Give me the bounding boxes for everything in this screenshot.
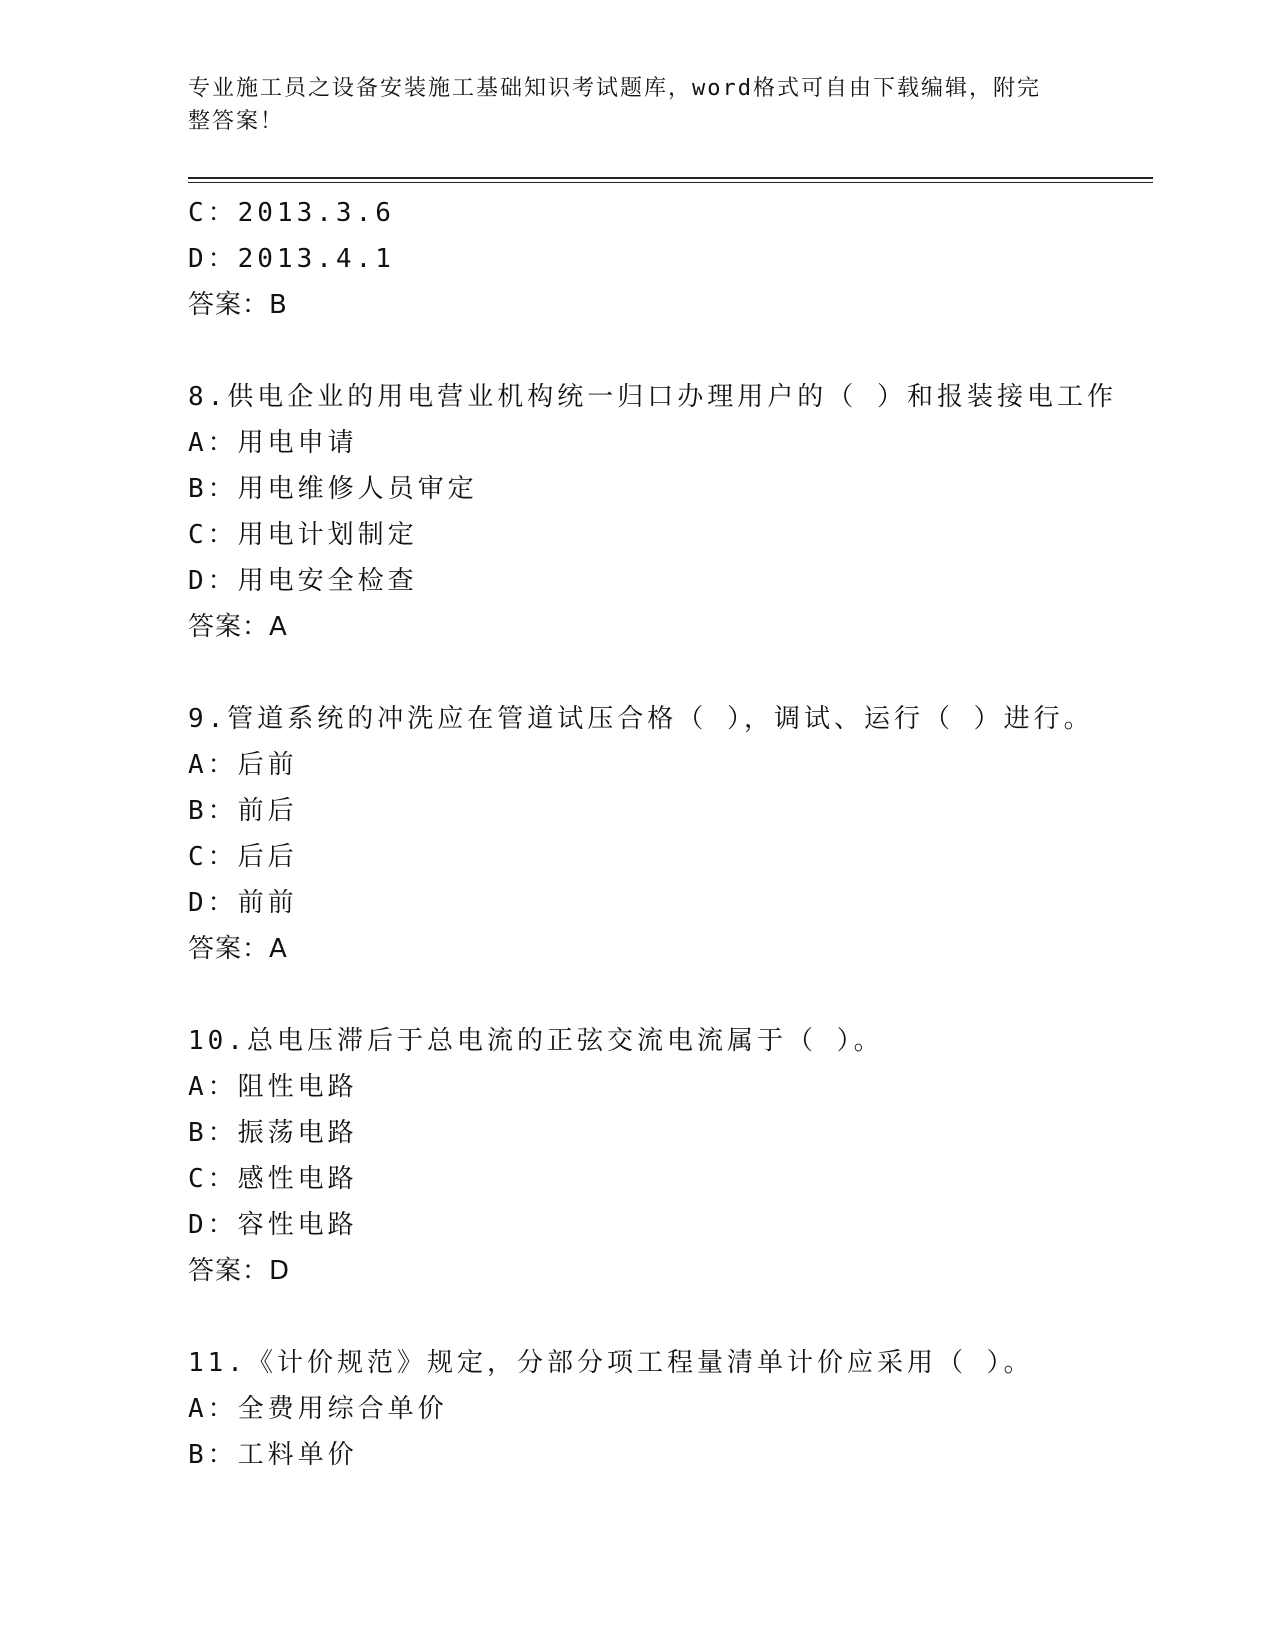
header-divider xyxy=(188,177,1153,179)
question-8 xyxy=(188,374,1153,650)
option-a: A：阻性电路 xyxy=(188,1072,358,1102)
option-d: D：前前 xyxy=(188,888,298,918)
question-stem: 11.《计价规范》规定，分部分项工程量清单计价应采用（ ）。 xyxy=(188,1348,1034,1378)
answer-line: 答案：A xyxy=(188,934,288,964)
option-b: B：振荡电路 xyxy=(188,1118,358,1148)
answer-line: 答案：B xyxy=(188,290,288,320)
question-stem: 8.供电企业的用电营业机构统一归口办理用户的（ ）和报装接电工作 xyxy=(188,382,1117,412)
header-line-2: 整答案！ xyxy=(188,109,285,134)
question-stem: 10.总电压滞后于总电流的正弦交流电流属于（ ）。 xyxy=(188,1026,884,1056)
question-9 xyxy=(188,696,1153,972)
option-c: C：用电计划制定 xyxy=(188,520,418,550)
option-d: D：2013.4.1 xyxy=(188,244,395,274)
answer-line: 答案：D xyxy=(188,1256,291,1286)
option-b: B：用电维修人员审定 xyxy=(188,474,478,504)
option-a: A：用电申请 xyxy=(188,428,358,458)
option-c: C：感性电路 xyxy=(188,1164,358,1194)
option-d: D：容性电路 xyxy=(188,1210,358,1240)
option-c: C：后后 xyxy=(188,842,298,872)
question-11 xyxy=(188,1340,1153,1478)
answer-line: 答案：A xyxy=(188,612,288,642)
question-7-tail xyxy=(188,190,1153,328)
question-stem: 9.管道系统的冲洗应在管道试压合格（ ），调试、运行（ ）进行。 xyxy=(188,704,1094,734)
document-header xyxy=(188,72,1078,138)
question-10 xyxy=(188,1018,1153,1294)
option-a: A：全费用综合单价 xyxy=(188,1394,448,1424)
option-b: B：前后 xyxy=(188,796,298,826)
option-a: A：后前 xyxy=(188,750,298,780)
option-c: C：2013.3.6 xyxy=(188,198,395,228)
option-b: B：工料单价 xyxy=(188,1440,358,1470)
header-divider-thin xyxy=(188,182,1153,183)
question-list xyxy=(188,190,1153,1478)
header-line-1: 专业施工员之设备安装施工基础知识考试题库，word格式可自由下载编辑，附完 xyxy=(188,76,1041,101)
option-d: D：用电安全检查 xyxy=(188,566,418,596)
